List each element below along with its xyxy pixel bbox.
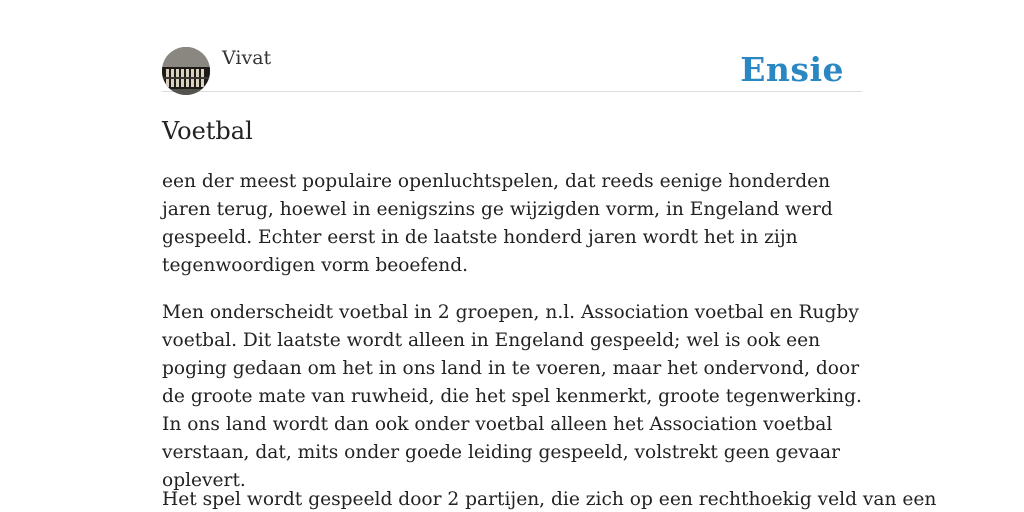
- article-paragraph: Het spel wordt gespeeld door 2 partijen, die zich op een rechthoekig veld van een: [162, 489, 937, 510]
- author-name[interactable]: Vivat: [222, 47, 272, 69]
- article-title: Voetbal: [162, 117, 253, 145]
- header: [162, 0, 862, 92]
- page: [162, 0, 937, 510]
- article-paragraph: Men onderscheidt voetbal in 2 groepen, n.l. Association voetbal en Rugby voetbal. Dit laatste wordt alleen in Engeland gespeeld; wel is ook een poging gedaan om het in ons land in te voeren, maar het ondervond, door de groote mate van ruwheid, die het spel kenmerkt, groote tegenwerking. In ons land wordt dan ook onder voetbal alleen het Association voetbal verstaan, dat, mits onder goede leiding gespeeld, volstrekt geen gevaar oplevert.: [162, 302, 862, 491]
- avatar-image: [162, 47, 210, 95]
- avatar[interactable]: [162, 47, 210, 95]
- brand-logo[interactable]: Ensie: [740, 50, 844, 89]
- article-paragraph: een der meest populaire openluchtspelen, dat reeds eenige honderden jaren terug, hoewel in eenigszins ge wijzigden vorm, in Engeland werd gespeeld. Echter eerst in de laatste honderd jaren wordt het in zijn tegenwoordigen vorm beoefend.: [162, 171, 833, 276]
